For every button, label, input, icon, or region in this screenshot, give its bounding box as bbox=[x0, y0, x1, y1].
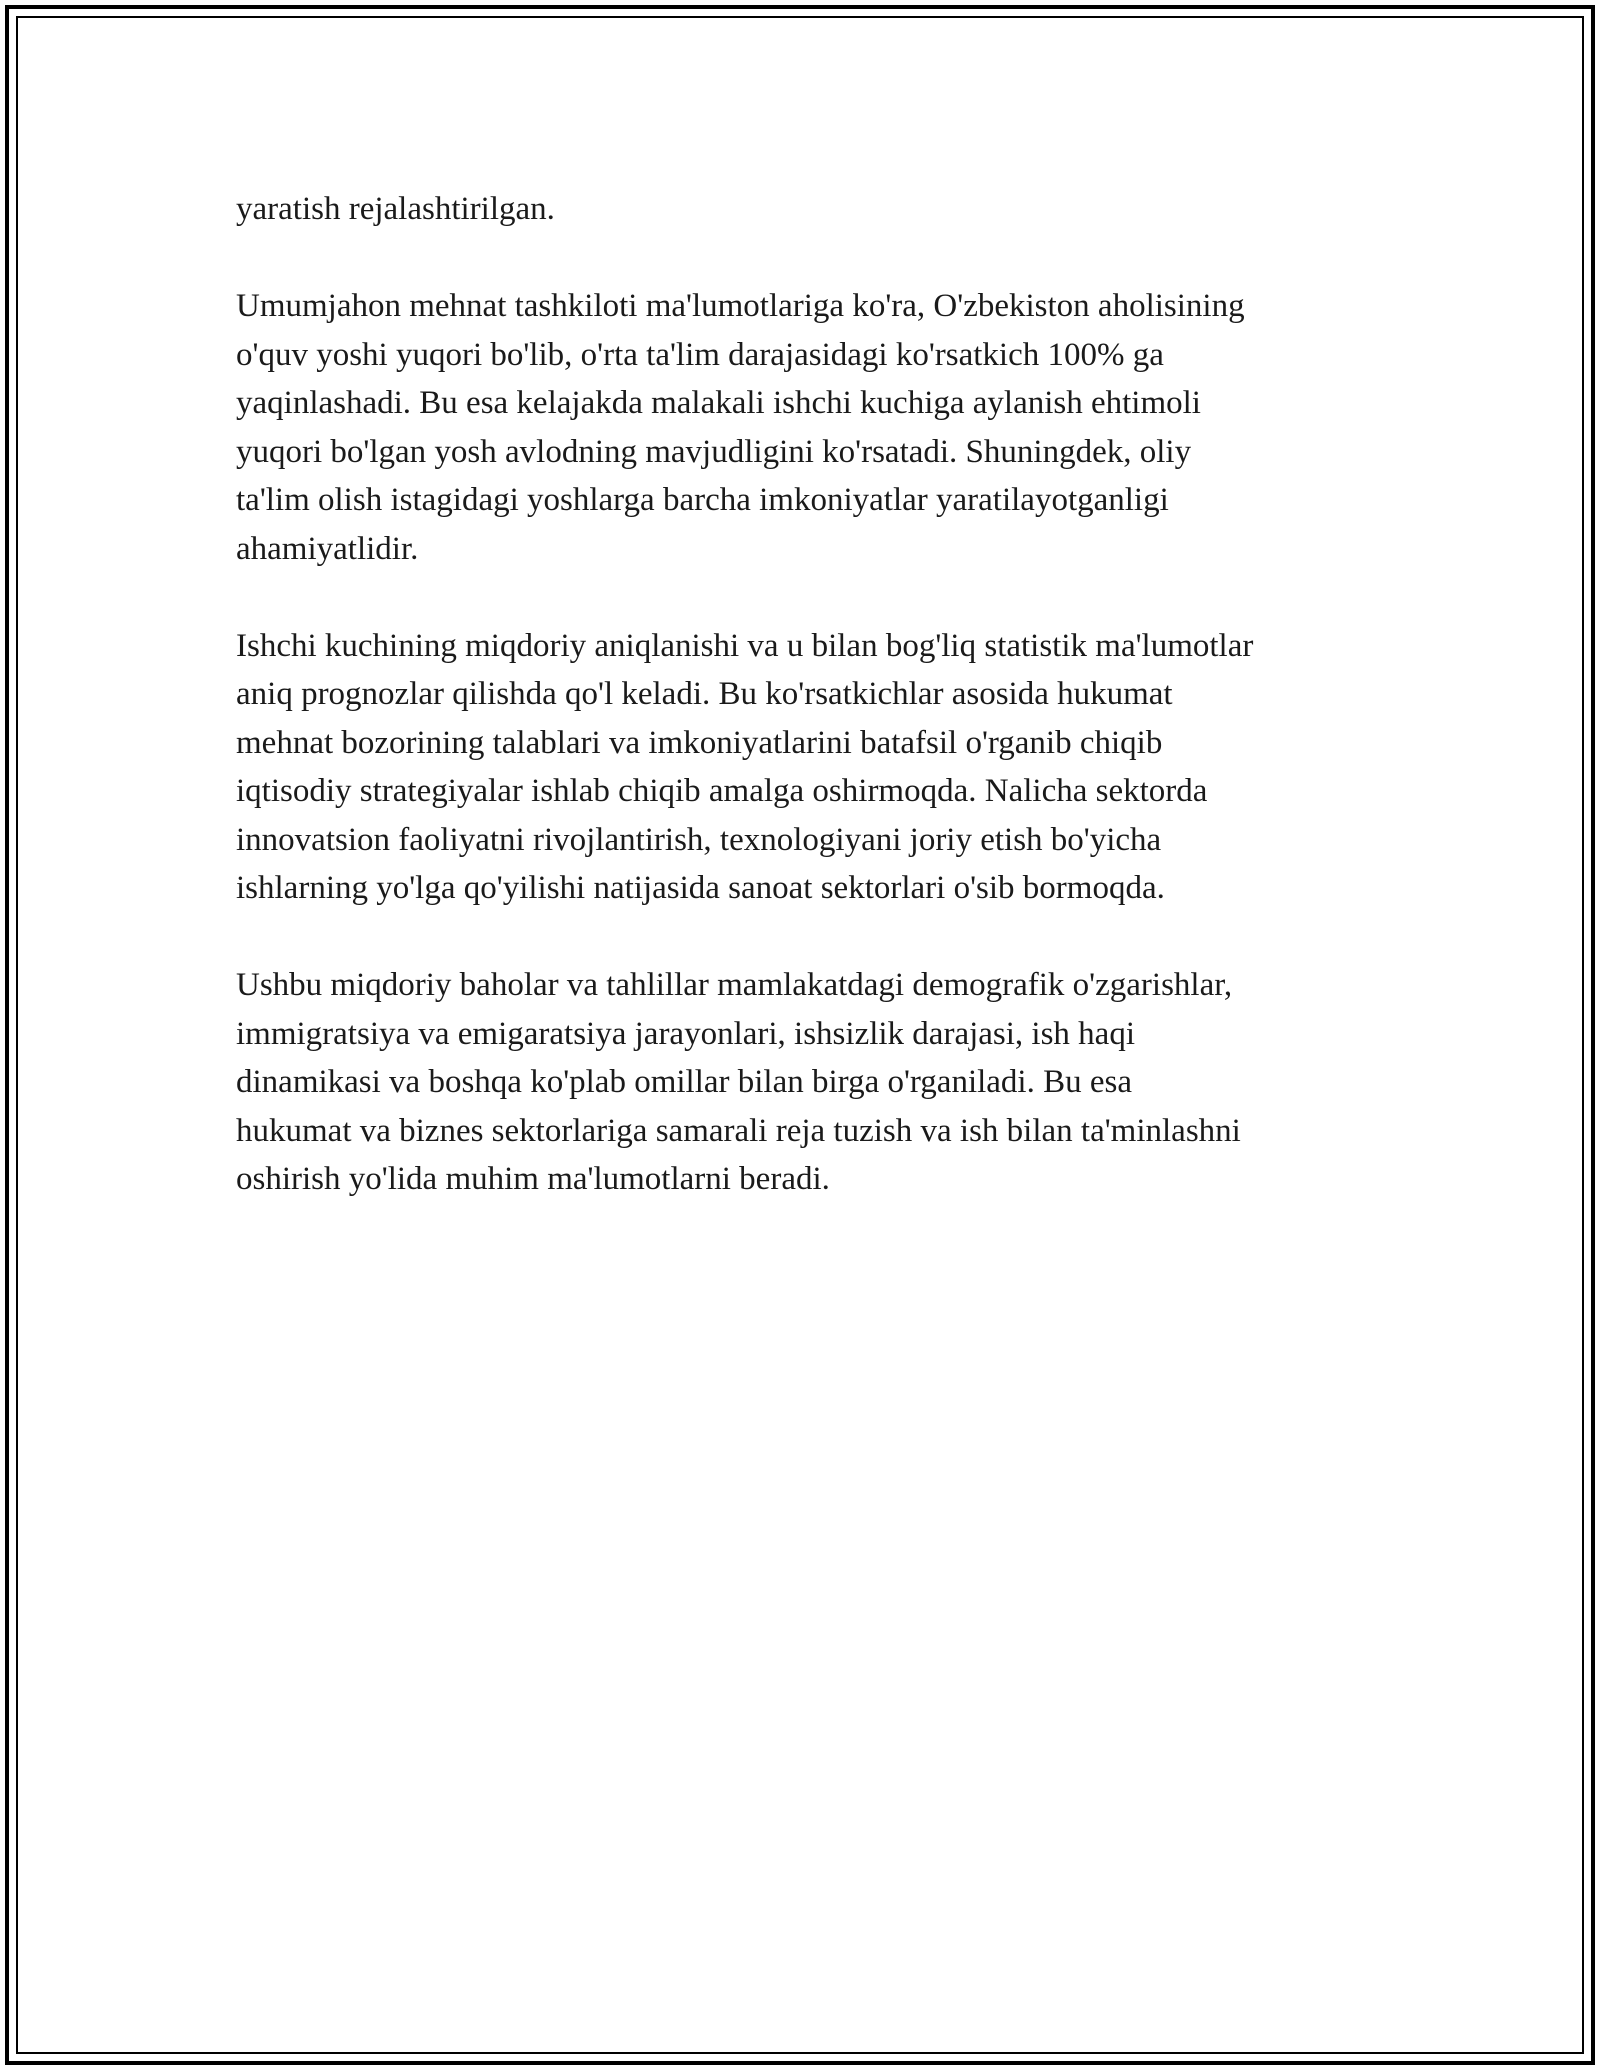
text-line: hukumat va biznes sektorlariga samarali reja tuzish va ish bilan ta'minlashni bbox=[236, 1112, 1241, 1149]
text-line: Ishchi kuchining miqdoriy aniqlanishi va u bilan bog'liq statistik ma'lumotlar bbox=[236, 627, 1254, 664]
text-line: o'quv yoshi yuqori bo'lib, o'rta ta'lim darajasidagi ko'rsatkich 100% ga bbox=[236, 336, 1164, 373]
text-line: yaratish rejalashtirilgan. bbox=[236, 191, 555, 227]
text-line: Ushbu miqdoriy baholar va tahlillar mamlakatdagi demografik o'zgarishlar, bbox=[236, 967, 1233, 1003]
paragraph-3 bbox=[236, 622, 1376, 913]
text-line: iqtisodiy strategiyalar ishlab chiqib amalga oshirmoqda. Nalicha sektorda bbox=[236, 773, 1208, 809]
text-line: ishlarning yo'lga qo'yilishi natijasida sanoat sektorlari o'sib bormoqda. bbox=[236, 870, 1165, 906]
text-line: yuqori bo'lgan yosh avlodning mavjudligini ko'rsatadi. Shuningdek, oliy bbox=[236, 433, 1192, 470]
text-line: immigratsiya va emigaratsiya jarayonlari, ishsizlik darajasi, ish haqi bbox=[236, 1015, 1135, 1052]
text-line: dinamikasi va boshqa ko'plab omillar bilan birga o'rganiladi. Bu esa bbox=[236, 1064, 1132, 1100]
text-line: Umumjahon mehnat tashkiloti ma'lumotlariga ko'ra, O'zbekiston aholisining bbox=[236, 288, 1245, 324]
text-line: ahamiyatlidir. bbox=[236, 530, 419, 567]
document-body bbox=[236, 185, 1376, 1252]
text-line: innovatsion faoliyatni rivojlantirish, texnologiyani joriy etish bo'yicha bbox=[236, 821, 1162, 858]
text-line: mehnat bozorining talablari va imkoniyatlarini batafsil o'rganib chiqib bbox=[236, 724, 1163, 761]
text-line: oshirish yo'lida muhim ma'lumotlarni beradi. bbox=[236, 1161, 830, 1197]
paragraph-4 bbox=[236, 961, 1376, 1204]
paragraph-2 bbox=[236, 282, 1376, 573]
paragraph-1 bbox=[236, 185, 1376, 234]
text-line: yaqinlashadi. Bu esa kelajakda malakali ishchi kuchiga aylanish ehtimoli bbox=[236, 385, 1201, 421]
text-line: aniq prognozlar qilishda qo'l keladi. Bu ko'rsatkichlar asosida hukumat bbox=[236, 676, 1173, 712]
text-line: ta'lim olish istagidagi yoshlarga barcha imkoniyatlar yaratilayotganligi bbox=[236, 482, 1169, 518]
